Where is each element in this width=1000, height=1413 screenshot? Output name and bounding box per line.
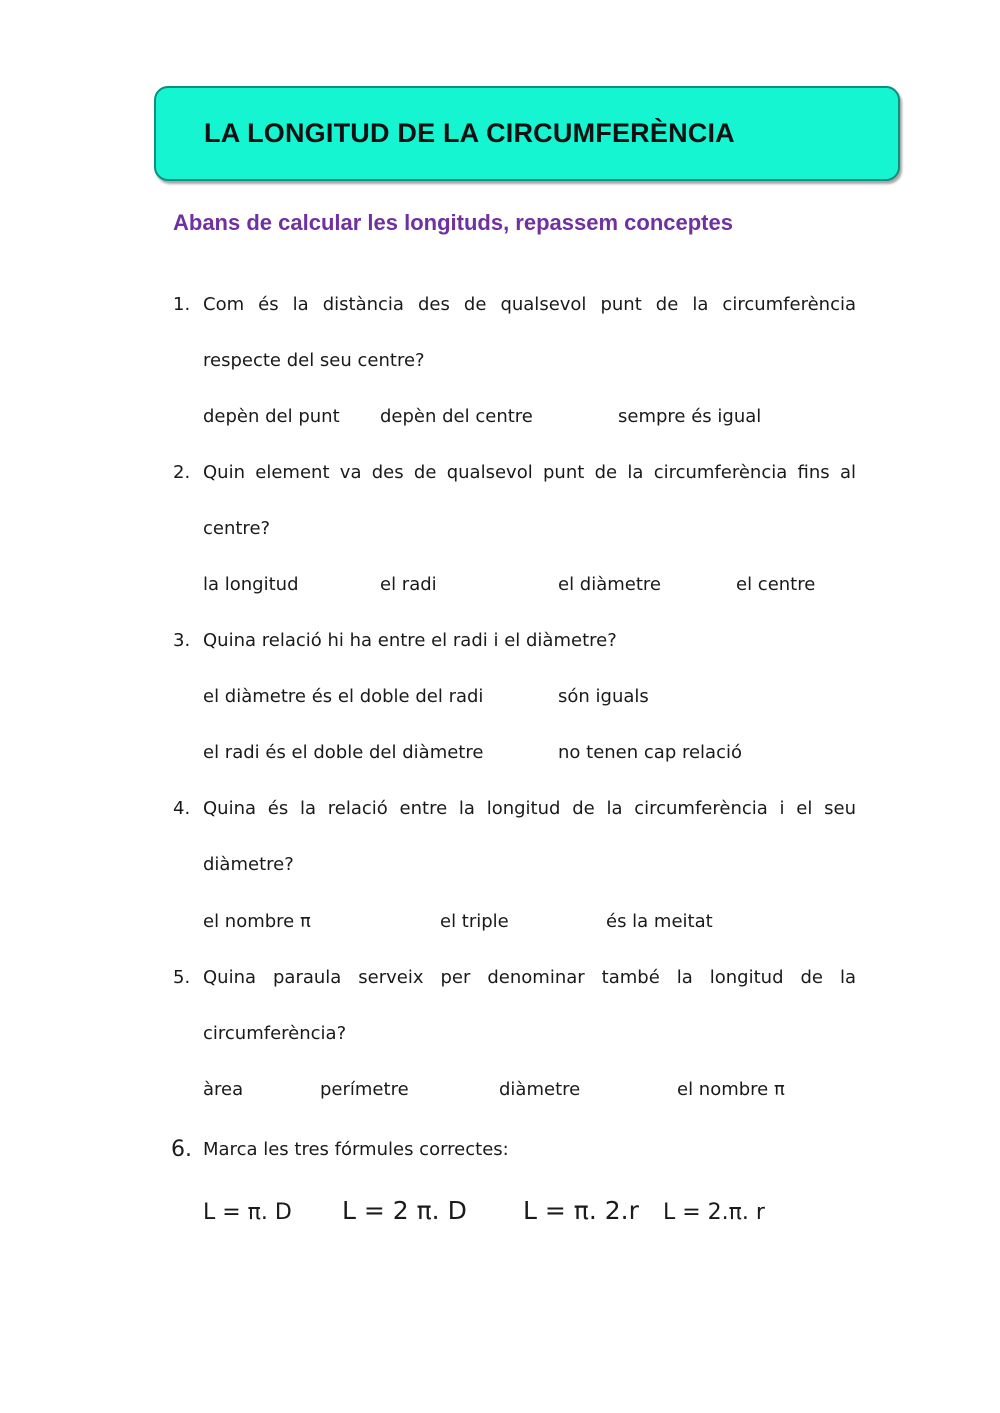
option-q4-b[interactable]: el triple <box>440 911 509 932</box>
formula-option-4[interactable]: L = 2.π. r <box>663 1200 765 1225</box>
subtitle: Abans de calcular les longituds, repassem conceptes <box>173 210 733 235</box>
option-q1-b[interactable]: depèn del centre <box>380 406 533 427</box>
option-q5-b[interactable]: perímetre <box>320 1079 409 1100</box>
option-q1-a[interactable]: depèn del punt <box>203 406 340 427</box>
option-q5-c[interactable]: diàmetre <box>499 1079 581 1100</box>
option-q2-a[interactable]: la longitud <box>203 574 299 595</box>
option-q2-d[interactable]: el centre <box>736 574 816 595</box>
option-q5-a[interactable]: àrea <box>203 1079 244 1100</box>
option-q1-c[interactable]: sempre és igual <box>618 406 762 427</box>
page-title: LA LONGITUD DE LA CIRCUMFERÈNCIA <box>204 118 735 148</box>
question-text: Quina és la relació entre la longitud de la circumferència i el seu diàmetre? <box>203 798 856 875</box>
option-q4-c[interactable]: és la meitat <box>606 911 713 932</box>
option-q2-c[interactable]: el diàmetre <box>558 574 661 595</box>
option-q3-a[interactable]: el diàmetre és el doble del radi <box>203 686 484 707</box>
question-2 <box>173 445 856 557</box>
option-q3-b[interactable]: són iguals <box>558 686 649 707</box>
question-3 <box>173 613 856 669</box>
question-text: Quina relació hi ha entre el radi i el diàmetre? <box>203 630 617 651</box>
title-banner <box>154 86 900 181</box>
question-5 <box>173 950 856 1062</box>
question-1 <box>173 277 856 389</box>
question-number: 2. <box>173 462 191 483</box>
question-text: Quina paraula serveix per denominar també la longitud de la circumferència? <box>203 967 856 1044</box>
option-q3-d[interactable]: no tenen cap relació <box>558 742 742 763</box>
option-q5-d[interactable]: el nombre π <box>677 1079 785 1100</box>
question-6-text: Marca les tres fórmules correctes: <box>203 1139 509 1160</box>
question-number: 5. <box>173 967 191 988</box>
question-number: 1. <box>173 294 191 315</box>
question-4 <box>173 781 856 893</box>
question-text: Quin element va des de qualsevol punt de la circumferència fins al centre? <box>203 462 856 539</box>
formula-option-1[interactable]: L = π. D <box>203 1200 292 1225</box>
option-q4-a[interactable]: el nombre π <box>203 911 311 932</box>
option-q2-b[interactable]: el radi <box>380 574 437 595</box>
question-6-number: 6. <box>171 1137 192 1162</box>
question-number: 4. <box>173 798 191 819</box>
formula-option-3[interactable]: L = π. 2.r <box>523 1196 639 1225</box>
question-text: Com és la distància des de qualsevol punt de la circumferència respecte del seu centre? <box>203 294 856 371</box>
question-number: 3. <box>173 630 191 651</box>
formula-option-2[interactable]: L = 2 π. D <box>342 1196 467 1225</box>
option-q3-c[interactable]: el radi és el doble del diàmetre <box>203 742 484 763</box>
